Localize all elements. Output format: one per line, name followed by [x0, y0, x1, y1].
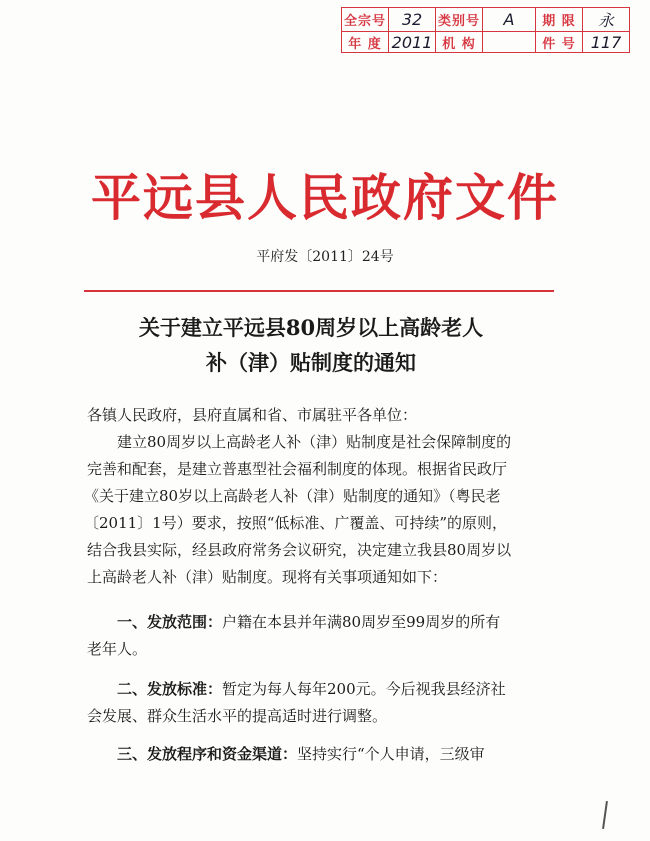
stamp-label: 类别号	[436, 8, 483, 32]
item-1-heading: 一、发放范围：	[117, 613, 223, 631]
item-2-continuation: 会发展、群众生活水平的提高适时进行调整。	[87, 707, 388, 725]
body-line: 完善和配套，是建立普惠型社会福利制度的体现。根据省民政厅	[87, 460, 508, 478]
body-line: 上高龄老人补（津）贴制度。现将有关事项通知如下：	[87, 568, 448, 586]
archive-stamp	[341, 7, 630, 53]
stamp-row-1	[342, 8, 630, 32]
salutation: 各镇人民政府，县府直属和省、市属驻平各单位：	[87, 406, 418, 424]
item-3-text: 坚持实行“个人申请，三级审	[297, 745, 485, 763]
document-number: 平府发〔2011〕24号	[256, 249, 394, 265]
stamp-label: 年 度	[342, 32, 389, 53]
notice-title-line-2: 补（津）贴制度的通知	[206, 350, 416, 375]
stamp-label: 全宗号	[342, 8, 389, 32]
pen-mark	[602, 801, 608, 829]
body-line: 〔2011〕1号）要求，按照“低标准、广覆盖、可持续”的原则，	[84, 514, 508, 532]
notice-title-line-1: 关于建立平远县80周岁以上高龄老人	[138, 315, 484, 340]
stamp-label: 件 号	[536, 32, 583, 53]
item-1-text: 户籍在本县并年满80周岁至99周岁的所有	[222, 613, 501, 631]
item-3-heading: 三、发放程序和资金渠道：	[117, 745, 298, 763]
stamp-value: 永	[583, 8, 630, 32]
stamp-value: A	[483, 8, 536, 32]
red-divider-line	[84, 290, 554, 292]
item-3	[117, 741, 485, 768]
stamp-value: 2011	[389, 32, 436, 53]
body-line: 《关于建立80岁以上高龄老人补（津）贴制度的通知》（粤民老	[84, 487, 501, 505]
item-2-text: 暂定为每人每年200元。今后视我县经济社	[222, 680, 506, 698]
item-1-continuation: 老年人。	[87, 640, 148, 658]
red-header-title: 平远县人民政府文件	[91, 168, 559, 227]
item-1	[117, 609, 500, 636]
body-line: 建立80周岁以上高龄老人补（津）贴制度是社会保障制度的	[117, 433, 512, 451]
stamp-label: 机 构	[436, 32, 483, 53]
stamp-label: 期 限	[536, 8, 583, 32]
item-2-heading: 二、发放标准：	[117, 680, 223, 698]
item-2	[117, 676, 506, 703]
stamp-value	[483, 32, 536, 53]
body-line: 结合我县实际，经县政府常务会议研究，决定建立我县80周岁以	[87, 541, 512, 559]
stamp-row-2	[342, 32, 630, 53]
stamp-value: 32	[389, 8, 436, 32]
stamp-value: 117	[583, 32, 630, 53]
